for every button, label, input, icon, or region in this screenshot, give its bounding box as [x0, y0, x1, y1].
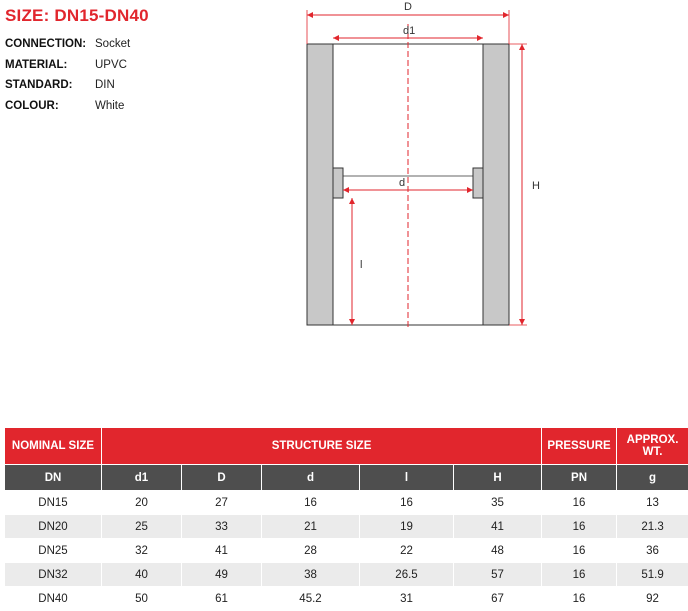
table-cell: 38: [262, 563, 360, 587]
label-d1: d1: [403, 25, 415, 37]
spec-row-colour: [5, 96, 130, 117]
table-row: [5, 515, 688, 539]
table-cell: DN15: [5, 491, 102, 515]
table-cell: 13: [617, 491, 688, 515]
table-cell: 16: [542, 563, 617, 587]
column-header: g: [617, 465, 688, 491]
table-row: [5, 563, 688, 587]
spec-row-material: [5, 55, 130, 76]
table-row: [5, 587, 688, 611]
column-header: DN: [5, 465, 102, 491]
spec-label: MATERIAL:: [5, 59, 95, 71]
table-cell: DN25: [5, 539, 102, 563]
table-cell: 33: [182, 515, 262, 539]
table-cell: DN40: [5, 587, 102, 611]
column-header: d: [262, 465, 360, 491]
table-cell: 35: [454, 491, 542, 515]
header-pressure: PRESSURE: [542, 428, 617, 465]
table-row: [5, 491, 688, 515]
table-cell: 49: [182, 563, 262, 587]
table-cell: 26.5: [360, 563, 454, 587]
table-cell: 16: [360, 491, 454, 515]
table-cell: 16: [262, 491, 360, 515]
table-cell: 21: [262, 515, 360, 539]
header-nominal-size: NOMINAL SIZE: [5, 428, 102, 465]
table-cell: 19: [360, 515, 454, 539]
socket-body-left-wall: [307, 44, 333, 325]
table-cell: 28: [262, 539, 360, 563]
table-cell: 36: [617, 539, 688, 563]
table-cell: 16: [542, 491, 617, 515]
socket-technical-drawing: [295, 0, 555, 335]
table-row: [5, 539, 688, 563]
label-d: d: [399, 177, 405, 189]
page-title: SIZE: DN15-DN40: [5, 6, 149, 26]
column-header: d1: [102, 465, 182, 491]
column-header: l: [360, 465, 454, 491]
column-header: H: [454, 465, 542, 491]
table-cell: DN32: [5, 563, 102, 587]
spec-value: White: [95, 100, 124, 112]
column-header: PN: [542, 465, 617, 491]
table-cell: 51.9: [617, 563, 688, 587]
socket-body-right-wall: [483, 44, 509, 325]
table-cell: 25: [102, 515, 182, 539]
table-cell: 27: [182, 491, 262, 515]
table-cell: 48: [454, 539, 542, 563]
table-cell: 16: [542, 539, 617, 563]
table-cell: 41: [454, 515, 542, 539]
table-cell: 57: [454, 563, 542, 587]
table-cell: 67: [454, 587, 542, 611]
label-D: D: [404, 1, 412, 13]
spec-row-standard: [5, 75, 130, 96]
table-cell: 41: [182, 539, 262, 563]
header-structure-size: STRUCTURE SIZE: [102, 428, 542, 465]
socket-stop-right: [473, 168, 483, 198]
dimension-table: [4, 427, 688, 611]
header-approx-weight: APPROX. WT.: [617, 428, 688, 465]
table-cell: 61: [182, 587, 262, 611]
table-cell: 22: [360, 539, 454, 563]
spec-label: COLOUR:: [5, 100, 95, 112]
table-cell: 16: [542, 587, 617, 611]
table-cell: 32: [102, 539, 182, 563]
table-cell: 31: [360, 587, 454, 611]
spec-value: DIN: [95, 79, 115, 91]
table-cell: 50: [102, 587, 182, 611]
table-cell: 21.3: [617, 515, 688, 539]
label-l: l: [360, 259, 362, 271]
spec-value: UPVC: [95, 59, 127, 71]
spec-label: CONNECTION:: [5, 38, 95, 50]
spec-label: STANDARD:: [5, 79, 95, 91]
table-cell: 40: [102, 563, 182, 587]
spec-list: [5, 34, 130, 116]
label-H: H: [532, 180, 540, 192]
spec-row-connection: [5, 34, 130, 55]
table-cell: 16: [542, 515, 617, 539]
table-cell: 92: [617, 587, 688, 611]
table-cell: 20: [102, 491, 182, 515]
spec-value: Socket: [95, 38, 130, 50]
column-header: D: [182, 465, 262, 491]
socket-stop-left: [333, 168, 343, 198]
table-cell: DN20: [5, 515, 102, 539]
table-cell: 45.2: [262, 587, 360, 611]
